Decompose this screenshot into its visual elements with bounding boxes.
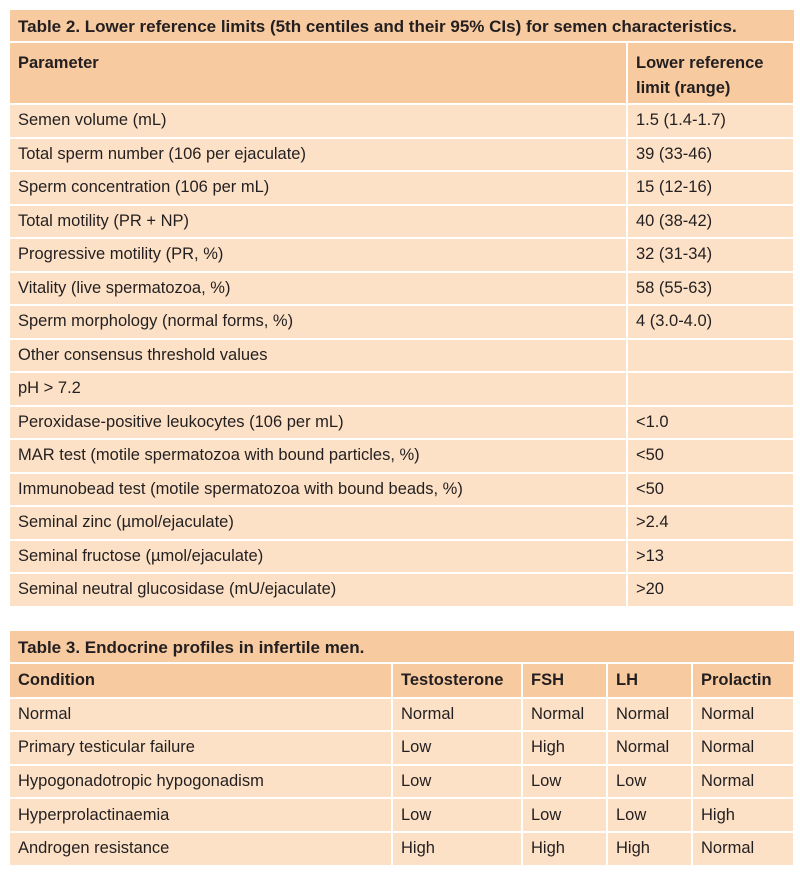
parameter-cell: Peroxidase-positive leukocytes (106 per mL) xyxy=(10,406,627,440)
column-header-testosterone: Testosterone xyxy=(392,664,522,698)
limit-cell: 32 (31-34) xyxy=(627,238,794,272)
limit-cell: 39 (33-46) xyxy=(627,138,794,172)
prolactin-cell: Normal xyxy=(692,765,794,799)
parameter-cell: Total sperm number (106 per ejaculate) xyxy=(10,138,627,172)
parameter-cell: Sperm concentration (106 per mL) xyxy=(10,171,627,205)
table-row xyxy=(10,205,794,239)
table-row xyxy=(10,439,794,473)
column-header-parameter: Parameter xyxy=(10,43,627,104)
condition-cell: Androgen resistance xyxy=(10,832,392,866)
table-row xyxy=(10,506,794,540)
limit-cell: <50 xyxy=(627,439,794,473)
limit-cell: 15 (12-16) xyxy=(627,171,794,205)
parameter-cell: Progressive motility (PR, %) xyxy=(10,238,627,272)
condition-cell: Primary testicular failure xyxy=(10,731,392,765)
table-2 xyxy=(10,10,794,608)
fsh-cell: Low xyxy=(522,798,607,832)
testosterone-cell: High xyxy=(392,832,522,866)
limit-cell: 58 (55-63) xyxy=(627,272,794,306)
parameter-cell: Seminal fructose (µmol/ejaculate) xyxy=(10,540,627,574)
table-3-caption: Table 3. Endocrine profiles in infertile men. xyxy=(10,631,794,664)
condition-cell: Hypogonadotropic hypogonadism xyxy=(10,765,392,799)
table-row xyxy=(10,765,794,799)
column-header-fsh: FSH xyxy=(522,664,607,698)
prolactin-cell: Normal xyxy=(692,698,794,732)
table-3 xyxy=(10,631,794,867)
testosterone-cell: Low xyxy=(392,731,522,765)
parameter-cell: Seminal zinc (µmol/ejaculate) xyxy=(10,506,627,540)
table-row xyxy=(10,406,794,440)
table-row xyxy=(10,138,794,172)
table-row xyxy=(10,798,794,832)
table-2-header-row xyxy=(10,43,794,104)
parameter-cell: MAR test (motile spermatozoa with bound particles, %) xyxy=(10,439,627,473)
testosterone-cell: Normal xyxy=(392,698,522,732)
lh-cell: Low xyxy=(607,798,692,832)
fsh-cell: High xyxy=(522,832,607,866)
table-row xyxy=(10,540,794,574)
table-2-grid xyxy=(10,43,795,608)
column-header-lh: LH xyxy=(607,664,692,698)
lh-cell: Normal xyxy=(607,698,692,732)
limit-cell: <1.0 xyxy=(627,406,794,440)
table-3-grid xyxy=(10,664,795,867)
fsh-cell: Low xyxy=(522,765,607,799)
table-row xyxy=(10,731,794,765)
parameter-cell: Immunobead test (motile spermatozoa with bound beads, %) xyxy=(10,473,627,507)
parameter-cell: Other consensus threshold values xyxy=(10,339,627,373)
table-row xyxy=(10,104,794,138)
table-row xyxy=(10,272,794,306)
limit-cell: >13 xyxy=(627,540,794,574)
testosterone-cell: Low xyxy=(392,798,522,832)
limit-cell: >20 xyxy=(627,573,794,607)
limit-cell: <50 xyxy=(627,473,794,507)
limit-cell: 1.5 (1.4-1.7) xyxy=(627,104,794,138)
limit-cell xyxy=(627,339,794,373)
lh-cell: Low xyxy=(607,765,692,799)
table-row xyxy=(10,372,794,406)
parameter-cell: Sperm morphology (normal forms, %) xyxy=(10,305,627,339)
table-row xyxy=(10,698,794,732)
lh-cell: High xyxy=(607,832,692,866)
fsh-cell: High xyxy=(522,731,607,765)
table-row xyxy=(10,473,794,507)
parameter-cell: Semen volume (mL) xyxy=(10,104,627,138)
parameter-cell: pH > 7.2 xyxy=(10,372,627,406)
column-header-condition: Condition xyxy=(10,664,392,698)
table-3-header-row xyxy=(10,664,794,698)
prolactin-cell: Normal xyxy=(692,832,794,866)
parameter-cell: Seminal neutral glucosidase (mU/ejaculate) xyxy=(10,573,627,607)
testosterone-cell: Low xyxy=(392,765,522,799)
condition-cell: Normal xyxy=(10,698,392,732)
table-row xyxy=(10,171,794,205)
lh-cell: Normal xyxy=(607,731,692,765)
table-row xyxy=(10,573,794,607)
prolactin-cell: Normal xyxy=(692,731,794,765)
table-row xyxy=(10,238,794,272)
limit-cell xyxy=(627,372,794,406)
prolactin-cell: High xyxy=(692,798,794,832)
table-2-caption: Table 2. Lower reference limits (5th centiles and their 95% CIs) for semen characteristics. xyxy=(10,10,794,43)
table-row xyxy=(10,305,794,339)
column-header-lower-reference-limit: Lower reference limit (range) xyxy=(627,43,794,104)
limit-cell: 4 (3.0-4.0) xyxy=(627,305,794,339)
limit-cell: 40 (38-42) xyxy=(627,205,794,239)
column-header-prolactin: Prolactin xyxy=(692,664,794,698)
condition-cell: Hyperprolactinaemia xyxy=(10,798,392,832)
table-row xyxy=(10,339,794,373)
parameter-cell: Total motility (PR + NP) xyxy=(10,205,627,239)
table-row xyxy=(10,832,794,866)
fsh-cell: Normal xyxy=(522,698,607,732)
limit-cell: >2.4 xyxy=(627,506,794,540)
parameter-cell: Vitality (live spermatozoa, %) xyxy=(10,272,627,306)
